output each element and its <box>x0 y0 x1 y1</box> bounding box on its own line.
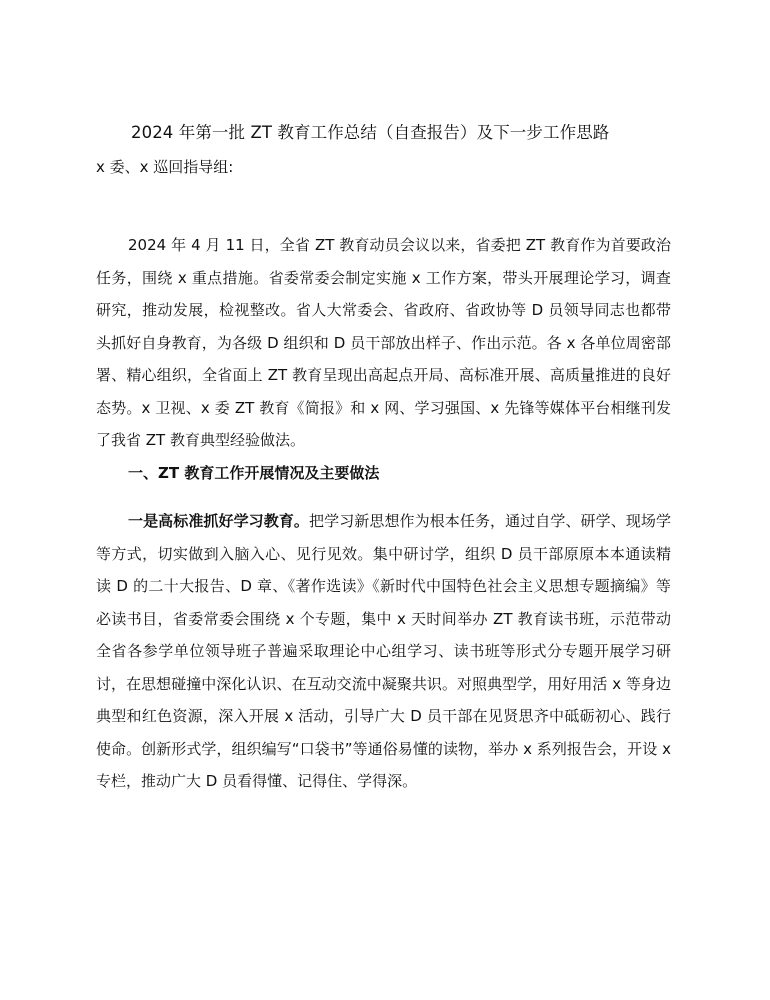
intro-paragraph: 2024 年 4 月 11 日，全省 ZT 教育动员会议以来，省委把 ZT 教育作为首要政治任务，围绕 x 重点措施。省委常委会制定实施 x 工作方案，带头开展理论学习，调查研究，推动发展，检视整改。省人大常委会、省政府、省政协等 D 员领导同志也都带头抓好自身教育，为各级 D 组织和 D 员干部放出样子、作出示范。各 x 各单位周密部署、精心组织，全省面上 ZT 教育呈现出高起点开局、高标准开展、高质量推进的良好态势。x 卫视、x 委 ZT 教育《简报》和 x 网、学习强国、x 先锋等媒体平台相继刊发了我省 ZT 教育典型经验做法。 <box>96 236 671 449</box>
section-paragraph <box>96 505 671 798</box>
section-paragraph-text: 把学习新思想作为根本任务，通过自学、研学、现场学等方式，切实做到入脑入心、见行见效。集中研讨学，组织 D 员干部原原本本通读精读 D 的二十大报告、D 章、《著作选读》《新时代中国特色社会主义思想专题摘编》等必读书目，省委常委会围绕 x 个专题，集中 x 天时间举办 ZT 教育读书班，示范带动全省各参学单位领导班子普遍采取理论中心组学习、读书班等形式分专题开展学习研讨，在思想碰撞中深化认识、在互动交流中凝聚共识。对照典型学，用好用活 x 等身边典型和红色资源，深入开展 x 活动，引导广大 D 员干部在见贤思齐中砥砺初心、践行使命。创新形式学，组织编写“口袋书”等通俗易懂的读物，举办 x 系列报告会，开设 x 专栏，推动广大 D 员看得懂、记得住、学得深。 <box>96 512 671 790</box>
salutation: x 委、x 巡回指导组: <box>96 158 234 176</box>
section-paragraph-lead: 一是高标准抓好学习教育。 <box>128 512 310 530</box>
section-heading: 一、ZT 教育工作开展情况及主要做法 <box>128 464 380 482</box>
document-title: 2024 年第一批 ZT 教育工作总结（自查报告）及下一步工作思路 <box>131 123 610 142</box>
